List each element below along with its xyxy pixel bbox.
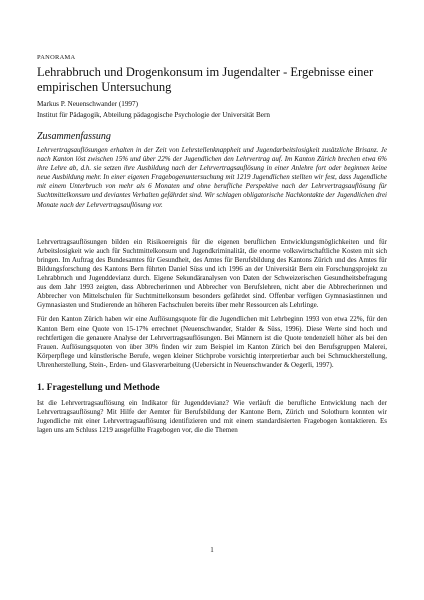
abstract-heading: Zusammenfassung bbox=[37, 131, 111, 142]
article-title: Lehrabbruch und Drogenkonsum im Jugendalter - Ergebnisse einer empirischen Untersuchung bbox=[37, 65, 374, 94]
page-number: 1 bbox=[210, 546, 214, 554]
body-paragraph-1: Lehrvertragsauflösungen bilden ein Risikoereignis für die eigenen beruflichen Entwicklungsmöglichkeiten und für Arbeitslosigkeit wie auch für Suchtmittelkonsum und Jugendkriminalität, die enorme volkswirtschaftliche Kosten mit sich bringen. Im Auftrag des Bundesamtes für Gesundheit, des Amtes für Berufsbildung des Kantons Zürich und des Amtes für Bildungsforschung des Kantons Bern führten Daniel Süss und ich 1996 an der Universität Bern ein Forschungsprojekt zu Lehrabbruch und Jugenddevianz durch. Eigene Sekundäranalysen von Daten der Schweizerischen Gesundheitsbefragung aus dem Jahr 1993 zeigten, dass Abbrecherinnen und Abbrecher von Berufslehren, nicht aber die Abbrecherinnen und Abbrecher von Mittelschulen für Suchtmittelkonsum besonders gefährdet sind. Offenbar verfügen Gymnasiastinnen und Gymnasiasten und Studierende an höheren Fachschulen bereits über mehr Ressourcen als Lehrlinge. bbox=[37, 237, 387, 310]
affiliation-line: Institut für Pädagogik, Abteilung pädagogische Psychologie der Universität Bern bbox=[37, 111, 270, 119]
document-page bbox=[37, 54, 387, 435]
body-paragraph-3: Ist die Lehrvertragsauflösung ein Indikator für Jugenddevianz? Wie verläuft die berufliche Entwicklung nach der Lehrvertragsauflösung? Mit Hilfe der Aemter für Berufsbildung der Kantone Bern, Zürich und Solothurn konnten wir Jugendliche mit einer Lehrvertragsauflösung identifizieren und mit einem standardisierten Fragebogen kontaktieren. Es lagen uns am Schluss 1219 ausgefüllte Fragebogen vor, die die Themen bbox=[37, 398, 387, 435]
abstract-text: Lehrvertragsauflösungen erhalten in der Zeit von Lehrstellenknappheit und Jugendarbeitslosigkeit zusätzliche Brisanz. Je nach Kanton löst zwischen 15% und über 22% der Jugendlichen den Lehrvertrag auf. Im Kanton Zürich brechen etwa 6% ihre Lehre ab, d.h. sie setzen ihre Ausbildung nach der Lehrvertragsauflösung in einer Anlehre fort oder beginnen keine neue Ausbildung mehr. In einer eigenen Fragebogenuntersuchung mit 1219 Jugendlichen stellten wir fest, dass Jugendliche mit einem Unterbruch von mehr als 6 Monaten und ohne berufliche Perspektive nach der Lehrvertragsauflösung für Suchtmittelkonsum und deviantes Verhalten gefährdet sind. Wir schlagen obligatorische Nachkontakte der Jugendlichen drei Monate nach der Lehrvertragsauflösung vor. bbox=[37, 146, 387, 209]
body-paragraph-2: Für den Kanton Zürich haben wir eine Auflösungsquote für die Jugendlichen mit Lehrbeginn 1993 von etwa 22%, für den Kanton Bern eine Quote von 15-17% errechnet (Neuenschwander, Stalder & Süss, 1996). Diese Werte sind hoch und rechtfertigen die genauere Analyse der Lehrvertragsauflösungen. Bei Männern ist die Quote tendenziell höher als bei den Frauen. Auflösungsquoten von über 30% finden wir zum Beispiel im Kanton Zürich bei den Berufsgruppen Malerei, Körperpflege und künstlerische Berufe, wegen kleiner Stichprobe vorsichtig interpretierbar auch bei Schmuckherstellung, Uhrenherstellung, Stein-, Erden- und Glasverarbeitung (Uebersicht in Neuenschwander & Oegerli, 1997). bbox=[37, 315, 387, 369]
section-label: PANORAMA bbox=[37, 54, 76, 61]
author-line: Markus P. Neuenschwander (1997) bbox=[37, 100, 138, 108]
section-heading: 1. Fragestellung und Methode bbox=[37, 381, 160, 393]
